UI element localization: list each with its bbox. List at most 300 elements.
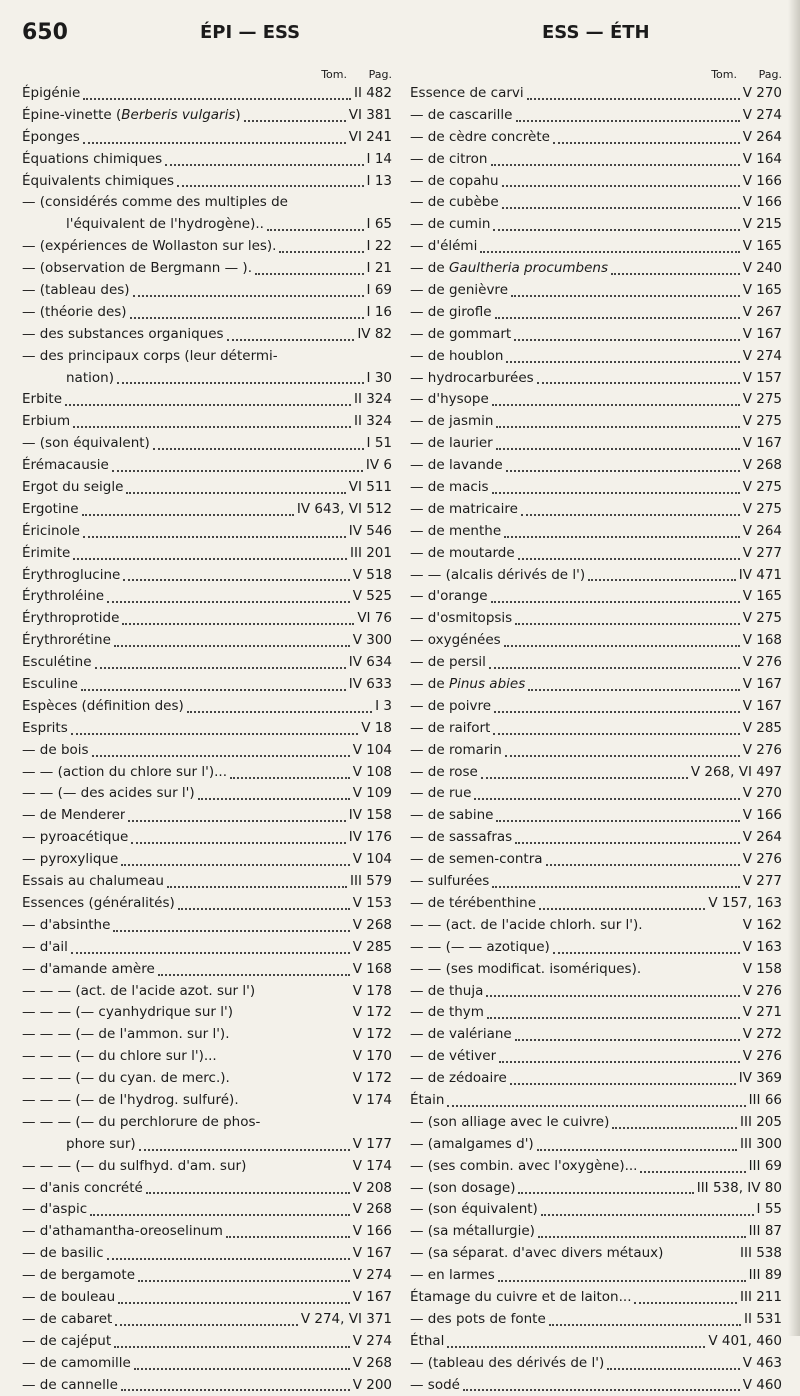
- index-entry: [22, 543, 392, 565]
- index-entry: [22, 696, 392, 718]
- index-entry: [22, 915, 392, 937]
- dot-leader: [511, 293, 740, 297]
- index-entry: [22, 740, 392, 762]
- dot-leader: [83, 534, 346, 538]
- dot-leader: [537, 380, 740, 384]
- entry-term: Esprits: [22, 719, 68, 736]
- index-entry: [410, 149, 782, 171]
- entry-term: — (observation de Bergmann — ).: [22, 260, 252, 277]
- entry-term: — de poivre: [410, 697, 492, 714]
- entry-reference: I 13: [366, 172, 392, 189]
- entry-term: — de lavande: [410, 457, 503, 474]
- index-entry: [22, 762, 392, 784]
- dot-leader: [226, 1234, 350, 1238]
- entry-term: — de menthe: [410, 522, 502, 539]
- entry-term: — de vétiver: [410, 1048, 497, 1065]
- dot-leader: [539, 906, 705, 910]
- index-entry: [22, 1046, 392, 1068]
- entry-reference: I 22: [366, 238, 392, 255]
- entry-term: — pyroacétique: [22, 829, 129, 846]
- index-entry: [22, 324, 392, 346]
- running-title-left: ÉPI — ESS: [200, 22, 301, 43]
- entry-reference: V 268: [352, 916, 392, 933]
- index-entry: [410, 543, 782, 565]
- index-entry: [22, 1199, 392, 1221]
- entry-term: — des principaux corps (leur détermi-: [22, 347, 278, 364]
- dot-leader: [646, 930, 740, 932]
- entry-reference: VI 76: [357, 610, 392, 627]
- entry-term: — sulfurées: [410, 873, 490, 890]
- index-entry: [22, 302, 392, 324]
- entry-term: — de gommart: [410, 325, 512, 342]
- tome-header: Tom.: [321, 68, 347, 81]
- index-entry: [22, 1309, 392, 1331]
- dot-leader: [493, 227, 739, 231]
- entry-term: — de laurier: [410, 435, 493, 452]
- dot-leader: [71, 950, 350, 954]
- entry-reference: IV 82: [357, 325, 392, 342]
- entry-term: — — — (— du perchlorure de phos-: [22, 1113, 261, 1130]
- entry-reference: V 285: [742, 719, 782, 736]
- index-entry: [22, 171, 392, 193]
- entry-term: — (tableau des dérivés de l'): [410, 1354, 605, 1371]
- dot-leader: [178, 906, 350, 910]
- entry-reference: IV 546: [348, 522, 392, 539]
- entry-reference: V 264: [742, 829, 782, 846]
- dot-leader: [502, 183, 740, 187]
- dot-leader: [83, 96, 351, 100]
- entry-reference: V 518: [352, 566, 392, 583]
- entry-reference: V 285: [352, 938, 392, 955]
- entry-reference: V 166: [352, 1223, 392, 1240]
- index-entry: [410, 83, 782, 105]
- entry-reference: III 579: [349, 873, 392, 890]
- entry-reference: IV 633: [348, 676, 392, 693]
- dot-leader: [537, 1147, 737, 1151]
- entry-reference: V 153: [352, 894, 392, 911]
- entry-term: — hydrocarburées: [410, 369, 534, 386]
- index-entry: [22, 477, 392, 499]
- index-entry: [22, 805, 392, 827]
- index-entry: [410, 981, 782, 1003]
- dot-leader: [134, 1366, 350, 1370]
- entry-reference: V 271: [742, 1004, 782, 1021]
- entry-reference: V 167: [352, 1288, 392, 1305]
- index-entry: [410, 1331, 782, 1353]
- dot-leader: [165, 162, 363, 166]
- dot-leader: [492, 490, 740, 494]
- entry-term: Érythroléine: [22, 588, 105, 605]
- entry-reference: V 208: [352, 1179, 392, 1196]
- entry-reference: V 270: [742, 84, 782, 101]
- entry-term: — d'osmitopsis: [410, 610, 513, 627]
- dot-leader: [489, 665, 740, 669]
- index-entry: [22, 411, 392, 433]
- index-entry: [410, 433, 782, 455]
- dot-leader: [492, 402, 740, 406]
- entry-term: — de bergamote: [22, 1267, 135, 1284]
- dot-leader: [463, 1387, 740, 1391]
- index-entry: [22, 674, 392, 696]
- index-entry: [410, 346, 782, 368]
- dot-leader: [447, 1103, 745, 1107]
- index-entry: [410, 1024, 782, 1046]
- dot-leader: [138, 1278, 350, 1282]
- entry-reference: V 104: [352, 851, 392, 868]
- entry-reference: V 240: [742, 260, 782, 277]
- entry-reference: V 267: [742, 303, 782, 320]
- dot-leader: [65, 402, 351, 406]
- entry-reference: V 165: [742, 238, 782, 255]
- index-entry: [22, 827, 392, 849]
- entry-reference: V 167: [742, 325, 782, 342]
- entry-reference: III 300: [739, 1135, 782, 1152]
- entry-reference: IV 471: [738, 566, 782, 583]
- entry-reference: V 167: [742, 697, 782, 714]
- entry-term: — de persil: [410, 654, 486, 671]
- entry-reference: I 14: [366, 150, 392, 167]
- dot-leader: [611, 271, 740, 275]
- entry-term: — de cumin: [410, 216, 491, 233]
- entry-reference: V 275: [742, 500, 782, 517]
- index-entry: [22, 981, 392, 1003]
- dot-leader: [133, 293, 364, 297]
- entry-reference: III 201: [349, 544, 392, 561]
- index-entry: [22, 368, 392, 390]
- entry-term: — (sa métallurgie): [410, 1223, 535, 1240]
- index-entry: [22, 499, 392, 521]
- dot-leader: [73, 556, 347, 560]
- index-entry: [22, 652, 392, 674]
- dot-leader: [506, 359, 739, 363]
- entry-term: — de Menderer: [22, 807, 126, 824]
- index-entry: [22, 455, 392, 477]
- index-entry: [22, 1156, 392, 1178]
- index-entry: [410, 1002, 782, 1024]
- dot-leader: [242, 1105, 350, 1107]
- entry-reference: V 168: [742, 632, 782, 649]
- entry-term: — de cabaret: [22, 1310, 113, 1327]
- entry-term: Éricinole: [22, 522, 80, 539]
- page-header: [0, 20, 800, 46]
- index-entry: [22, 1112, 392, 1134]
- entry-term: nation): [66, 369, 114, 386]
- dot-leader: [504, 643, 740, 647]
- dot-leader: [128, 818, 345, 822]
- right-entries: [410, 83, 782, 1396]
- entry-term: — d'hysope: [410, 391, 489, 408]
- entry-term: — de genièvre: [410, 282, 508, 298]
- entry-reference: III 205: [739, 1113, 782, 1130]
- index-entry: [410, 236, 782, 258]
- dot-leader: [496, 424, 739, 428]
- dot-leader: [113, 928, 349, 932]
- entry-term: Étain: [410, 1091, 445, 1108]
- entry-reference: V 168: [352, 960, 392, 977]
- entry-term: — de cajéput: [22, 1332, 112, 1349]
- dot-leader: [249, 1171, 349, 1173]
- index-entry: [410, 499, 782, 521]
- dot-leader: [528, 687, 739, 691]
- entry-term: — — (— — azotique): [410, 938, 550, 955]
- entry-reference: V 274: [742, 106, 782, 123]
- entry-term: — de macis: [410, 479, 489, 496]
- entry-term: — d'orange: [410, 588, 488, 605]
- index-entry: [410, 1046, 782, 1068]
- dot-leader: [447, 1344, 705, 1348]
- index-entry: [410, 937, 782, 959]
- index-column-right: [410, 66, 782, 1396]
- entry-term: — oxygénées: [410, 632, 501, 649]
- dot-leader: [538, 1234, 746, 1238]
- entry-reference: V 172: [352, 1004, 392, 1021]
- index-entry: [22, 280, 392, 302]
- entry-reference: V 166: [742, 807, 782, 824]
- index-entry: [410, 455, 782, 477]
- dot-leader: [158, 972, 350, 976]
- index-entry: [22, 1024, 392, 1046]
- dot-leader: [516, 118, 740, 122]
- dot-leader: [492, 884, 739, 888]
- index-entry: [410, 784, 782, 806]
- left-entries: [22, 83, 392, 1396]
- entry-term: — — — (— du cyan. de merc.).: [22, 1070, 230, 1087]
- entry-term: Espèces (définition des): [22, 697, 184, 714]
- dot-leader: [495, 315, 740, 319]
- index-entry: [22, 937, 392, 959]
- dot-leader: [481, 775, 688, 779]
- dot-leader: [220, 1061, 350, 1063]
- entry-reference: V 268: [742, 457, 782, 474]
- entry-reference: I 3: [375, 697, 392, 714]
- entry-term: — — — (— du sulfhyd. d'am. sur): [22, 1157, 247, 1174]
- entry-term: — de basilic: [22, 1245, 104, 1262]
- dot-leader: [588, 577, 736, 581]
- entry-term: — de copahu: [410, 172, 499, 189]
- dot-leader: [83, 140, 346, 144]
- entry-term: — de cascarille: [410, 106, 513, 123]
- entry-reference: III 538: [739, 1245, 782, 1262]
- index-entry: [410, 324, 782, 346]
- index-entry: [410, 171, 782, 193]
- index-entry: [22, 849, 392, 871]
- index-entry: [22, 1068, 392, 1090]
- dot-leader: [505, 753, 740, 757]
- index-entry: [22, 105, 392, 127]
- entry-reference: V 275: [742, 391, 782, 408]
- index-entry: [410, 258, 782, 280]
- index-entry: [410, 718, 782, 740]
- entry-term: — (théorie des): [22, 303, 127, 320]
- index-entry: [410, 477, 782, 499]
- entry-reference: V 165: [742, 588, 782, 605]
- dot-leader: [486, 993, 739, 997]
- dot-leader: [487, 1015, 740, 1019]
- entry-term: — de matricaire: [410, 500, 518, 517]
- dot-leader: [279, 249, 363, 253]
- index-entry: [410, 805, 782, 827]
- page-number: 650: [22, 20, 68, 45]
- dot-leader: [496, 818, 739, 822]
- dot-leader: [123, 577, 349, 581]
- entry-reference: VI 241: [348, 128, 392, 145]
- index-entry: [410, 1199, 782, 1221]
- index-entry: [410, 1243, 782, 1265]
- entry-reference: V 274, VI 371: [300, 1310, 392, 1327]
- index-entry: [22, 192, 392, 214]
- dot-leader: [232, 1039, 349, 1041]
- index-entry: [410, 1375, 782, 1396]
- entry-term: — — (action du chlore sur l')...: [22, 763, 227, 780]
- entry-term: — de Gaultheria procumbens: [410, 260, 609, 277]
- dot-leader: [92, 753, 350, 757]
- entry-reference: V 277: [742, 873, 782, 890]
- entry-term: — de girofle: [410, 303, 492, 320]
- entry-term: — (son dosage): [410, 1179, 516, 1196]
- dot-leader: [126, 490, 345, 494]
- index-entry: [22, 565, 392, 587]
- entry-term: — d'amande amère: [22, 960, 155, 977]
- entry-term: — de térébenthine: [410, 894, 537, 911]
- index-entry: [22, 1331, 392, 1353]
- entry-term: — de valériane: [410, 1026, 512, 1043]
- entry-reference: V 162: [742, 916, 782, 933]
- entry-term: Essence de carvi: [410, 84, 524, 101]
- dot-leader: [502, 205, 740, 209]
- entry-reference: I 51: [366, 435, 392, 452]
- entry-reference: V 401, 460: [708, 1332, 782, 1349]
- entry-term: — de camomille: [22, 1354, 131, 1371]
- entry-term: — de rose: [410, 763, 478, 780]
- entry-term: — de cèdre concrète: [410, 128, 550, 145]
- entry-reference: V 172: [352, 1026, 392, 1043]
- entry-term: Ergotine: [22, 500, 79, 517]
- entry-reference: V 215: [742, 216, 782, 233]
- index-entry: [410, 652, 782, 674]
- entry-reference: III 89: [748, 1267, 782, 1284]
- dot-leader: [515, 840, 739, 844]
- entry-reference: III 87: [748, 1223, 782, 1240]
- entry-reference: V 170: [352, 1048, 392, 1065]
- entry-term: — (ses combin. avec l'oxygène)...: [410, 1157, 638, 1174]
- dot-leader: [233, 1083, 350, 1085]
- entry-term: — (tableau des): [22, 282, 130, 298]
- entry-term: — — — (— de l'ammon. sur l').: [22, 1026, 230, 1043]
- dot-leader: [112, 468, 363, 472]
- entry-reference: V 164: [742, 150, 782, 167]
- entry-term: — — (ses modificat. isomériques).: [410, 960, 642, 977]
- entry-term: Esculétine: [22, 654, 92, 671]
- index-entry: [410, 280, 782, 302]
- entry-term: — pyroxylique: [22, 851, 119, 868]
- entry-term: Éthal: [410, 1332, 445, 1349]
- index-entry: [410, 608, 782, 630]
- index-entry: [22, 258, 392, 280]
- entry-reference: I 65: [366, 216, 392, 233]
- dot-leader: [640, 1169, 745, 1173]
- entry-reference: V 166: [742, 194, 782, 211]
- index-entry: [22, 521, 392, 543]
- dot-leader: [494, 709, 740, 713]
- entry-term: Épigénie: [22, 84, 81, 101]
- entry-term: — de rue: [410, 785, 472, 802]
- entry-reference: I 16: [366, 303, 392, 320]
- dot-leader: [227, 337, 355, 341]
- entry-term: — — — (— de l'hydrog. sulfuré).: [22, 1091, 239, 1108]
- dot-leader: [634, 1300, 737, 1304]
- index-entry: [410, 827, 782, 849]
- dot-leader: [81, 687, 346, 691]
- entry-term: Ergot du seigle: [22, 479, 124, 496]
- entry-term: — d'absinthe: [22, 916, 111, 933]
- entry-reference: V 276: [742, 654, 782, 671]
- entry-term: Épine-vinette (Berberis vulgaris): [22, 106, 241, 123]
- index-entry: [22, 1178, 392, 1200]
- entry-term: Étamage du cuivre et de laiton...: [410, 1288, 632, 1305]
- dot-leader: [493, 731, 739, 735]
- index-entry: [22, 1002, 392, 1024]
- entry-reference: III 211: [739, 1288, 782, 1305]
- page-header-label: Pag.: [368, 68, 392, 81]
- dot-leader: [504, 534, 740, 538]
- entry-term: — d'athamantha-oreoselinum: [22, 1223, 223, 1240]
- index-entry: [22, 433, 392, 455]
- entry-reference: IV 369: [738, 1070, 782, 1087]
- dot-leader: [607, 1366, 739, 1370]
- entry-reference: V 268: [352, 1354, 392, 1371]
- entry-reference: V 274: [352, 1267, 392, 1284]
- entry-reference: IV 634: [348, 654, 392, 671]
- index-entry: [410, 565, 782, 587]
- entry-term: — de cubèbe: [410, 194, 499, 211]
- entry-reference: V 276: [742, 982, 782, 999]
- dot-leader: [82, 512, 294, 516]
- entry-reference: II 482: [353, 84, 392, 101]
- entry-term: — — — (act. de l'acide azot. sur l'): [22, 982, 256, 999]
- index-entry: [410, 762, 782, 784]
- index-entry: [410, 1265, 782, 1287]
- entry-term: — de Pinus abies: [410, 676, 526, 693]
- entry-term: — — (alcalis dérivés de l'): [410, 566, 586, 583]
- entry-term: — de jasmin: [410, 413, 494, 430]
- dot-leader: [267, 227, 364, 231]
- dot-leader: [244, 118, 346, 122]
- index-entry: [410, 1112, 782, 1134]
- entry-term: — des pots de fonte: [410, 1310, 546, 1327]
- entry-reference: V 268: [352, 1201, 392, 1218]
- entry-term: Erbite: [22, 391, 62, 408]
- entry-term: — — (act. de l'acide chlorh. sur l').: [410, 916, 643, 933]
- entry-reference: II 324: [353, 391, 392, 408]
- entry-reference: V 272: [742, 1026, 782, 1043]
- entry-term: — de raifort: [410, 719, 491, 736]
- dot-leader: [541, 1212, 754, 1216]
- entry-term: — de romarin: [410, 741, 502, 758]
- entry-term: — de cannelle: [22, 1376, 118, 1393]
- entry-reference: I 55: [756, 1201, 782, 1218]
- page-header-label: Pag.: [758, 68, 782, 81]
- entry-term: Érythroglucine: [22, 566, 121, 583]
- dot-leader: [515, 621, 739, 625]
- dot-leader: [114, 1344, 350, 1348]
- entry-reference: V 157: [742, 369, 782, 386]
- index-entry: [410, 127, 782, 149]
- entry-reference: V 18: [361, 719, 392, 736]
- dot-leader: [480, 249, 739, 253]
- dot-leader: [122, 621, 354, 625]
- index-entry: [410, 105, 782, 127]
- dot-leader: [506, 468, 740, 472]
